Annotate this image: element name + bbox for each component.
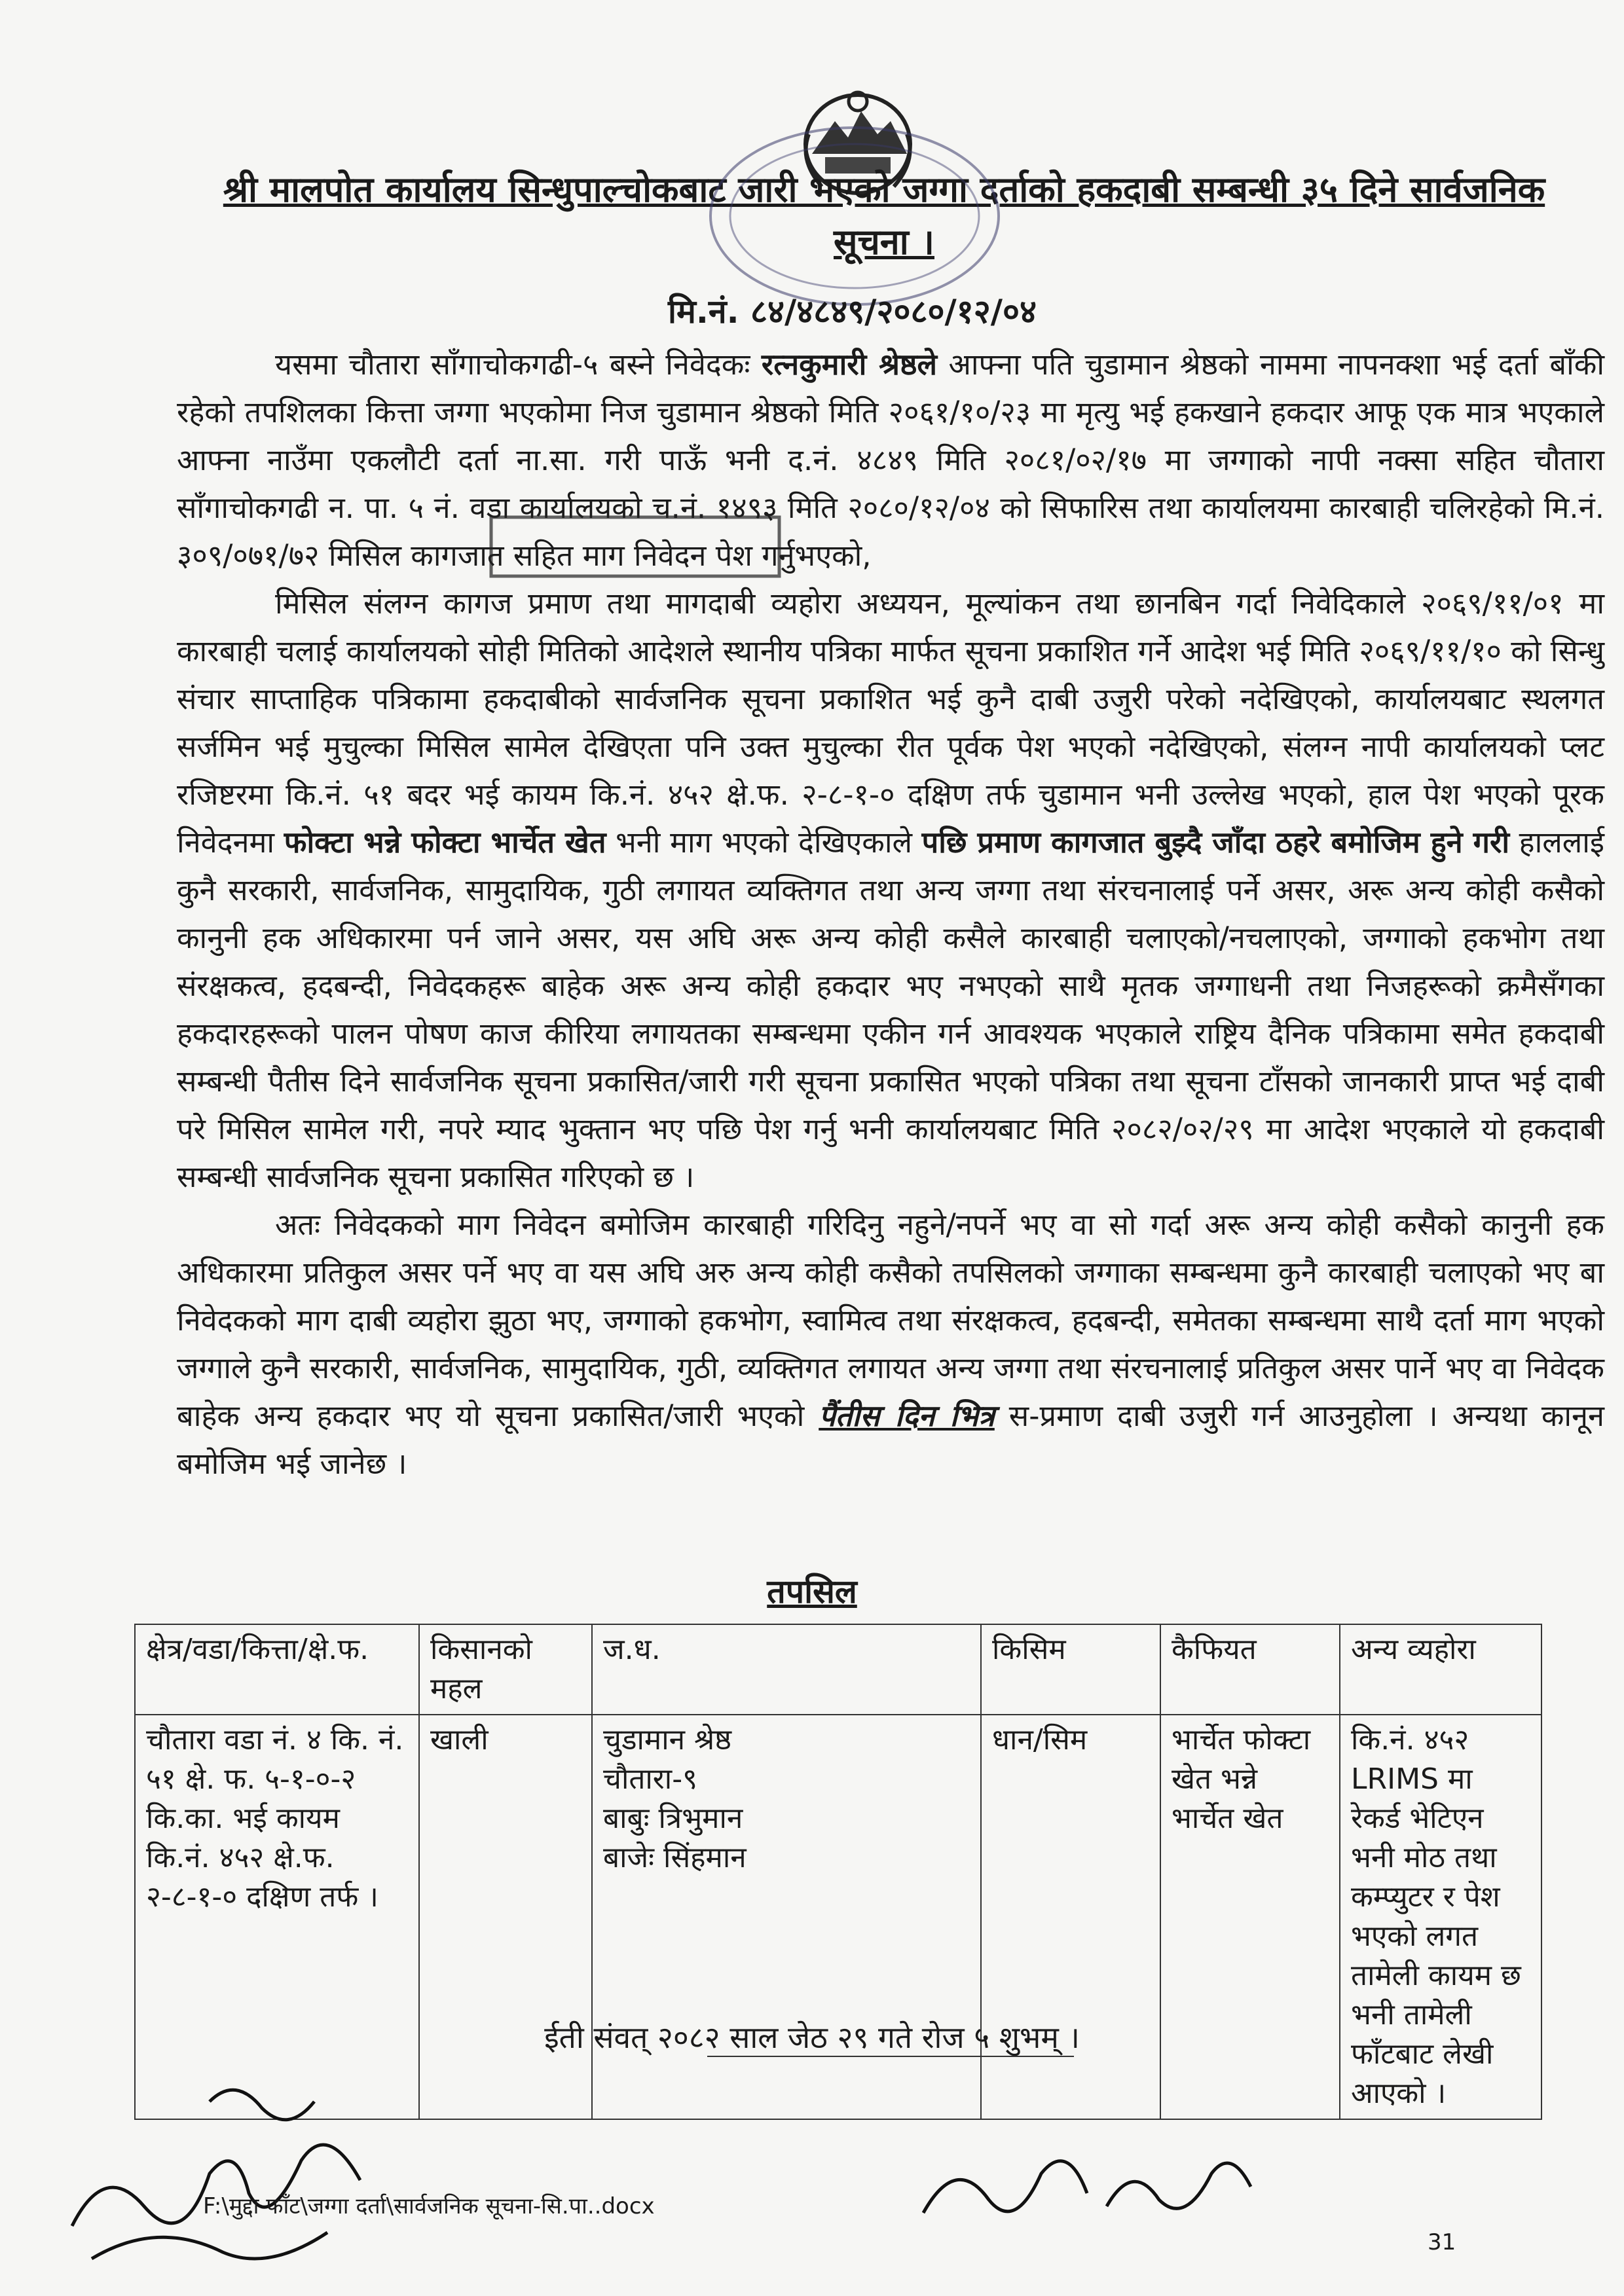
col-header-type: किसिम [981, 1624, 1160, 1715]
cell-other: कि.नं. ४५२ LRIMS मा रेकर्ड भेटिएन भनी मोठ तथा कम्प्युटर र पेश भएको लगत तामेली कायम छ भनी तामेली फाँटबाट लेखी आएको । [1340, 1715, 1541, 2119]
notice-title: श्री मालपोत कार्यालय सिन्धुपाल्चोकबाट जारी भएको जग्गा दर्ताको हकदाबी सम्बन्धी ३५ दिने सार्वजनिक सूचना । [223, 169, 1545, 263]
para1-text-a: यसमा चौतारा साँगाचोकगढी-५ बस्ने निवेदकः [275, 347, 762, 382]
cell-type: धान/सिम [981, 1715, 1160, 2119]
owner-father: बाबुः त्रिभुमान [603, 1802, 743, 1835]
closing-underline [707, 2056, 1074, 2057]
paragraph-1 [177, 340, 1604, 579]
left-signature-icon [52, 2062, 419, 2278]
cell-remarks: भार्चेत फोक्टा खेत भन्ने भार्चेत खेत [1160, 1715, 1340, 2119]
page-number: 31 [1428, 2229, 1456, 2255]
para1-text-b: आफ्ना पति चुडामान श्रेष्ठको नाममा नापनक्शा भई दर्ता बाँकी रहेको तपशिलका कित्ता जग्गा भएकोमा निज चुडामान श्रेष्ठको मिति २०६१/१०/२३ मा मृत्यु भई हकखाने हकदार आफू एक मात्र भएकाले आफ्ना नाउँमा एकलौटी दर्ता ना.सा. गरी पाऊँ भनी द.नं. ४८४९ मिति २०८१/०२/१७ मा जग्गाको नापी नक्सा सहित चौतारा साँगाचोकगढी न. पा. ५ नं. वडा कार्यालयको च.नं. १४९३ मिति २०८०/१२/०४ को सिफारिस तथा कार्यालयमा कारबाही चलिरहेको मि.नं. ३०९/०७१/७२ मिसिल कागजात सहित माग निवेदन पेश गर्नुभएको, [177, 347, 1604, 573]
notice-body [177, 340, 1604, 1487]
para2-text-a: मिसिल संलग्न कागज प्रमाण तथा मागदाबी व्यहोरा अध्ययन, मूल्यांकन तथा छानबिन गर्दा निवेदिकाले २०६९/११/०१ मा कारबाही चलाई कार्यालयको सोही मितिको आदेशले स्थानीय पत्रिका मार्फत सूचना प्रकाशित गर्ने आदेश भई मिति २०६९/११/१० को सिन्धु संचार साप्ताहिक पत्रिकामा हकदाबीको सार्वजनिक सूचना प्रकाशित भई कुनै दाबी उजुरी परेको नदेखिएको, कार्यालयबाट स्थलगत सर्जमिन भई मुचुल्का मिसिल सामेल देखिएता पनि उक्त मुचुल्का रीत पूर्वक पेश भएको नदेखिएको, संलग्न नापी कार्यालयको प्लट रजिष्टरमा कि.नं. ५१ बदर भई कायम कि.नं. ४५२ क्षे.फ. २-८-१-० दक्षिण तर्फ चुडामान भनी उल्लेख भएको, हाल पेश भएको पूरक निवेदनमा [177, 586, 1605, 860]
paragraph-3 [177, 1201, 1604, 1487]
applicant-name: रत्नकुमारी श्रेष्ठले [761, 347, 938, 382]
officer-rect-stamp [485, 511, 786, 583]
land-name-bold: फोक्टा भन्ने फोक्टा भार्चेत खेत [284, 825, 606, 860]
para3-text-a: अतः निवेदकको माग निवेदन बमोजिम कारबाही गरिदिनु नहुने/नपर्ने भए वा सो गर्दा अरू अन्य कोही कसैको कानुनी हक अधिकारमा प्रतिकुल असर पर्ने भए वा यस अघि अरु अन्य कोही कसैको तपसिलको जग्गाका सम्बन्धमा कुनै कारबाही चलाएको भए बा निवेदकको माग दाबी व्यहोरा झुठा भए, जग्गाको हकभोग, स्वामित्व तथा संरक्षकत्व, हदबन्दी, समेतका सम्बन्धमा साथै दर्ता माग भएको जग्गाले कुनै सरकारी, सार्वजनिक, सामुदायिक, गुठी, व्यक्तिगत लगायत अन्य जग्गा तथा संरचनालाई प्रतिकुल असर पार्ने भए वा निवेदक बाहेक अन्य हकदार भए यो सूचना प्रकासित/जारी भएको [177, 1207, 1604, 1433]
paragraph-2 [177, 579, 1604, 1201]
para2-text-c: हाललाई कुनै सरकारी, सार्वजनिक, सामुदायिक, गुठी लगायत व्यक्तिगत तथा अन्य जग्गा तथा संरचनालाई पर्ने असर, अरू अन्य कोही कसैको कानुनी हक अधिकारमा पर्न जाने असर, यस अघि अरू अन्य कोही कसैले कारबाही चलाएको/नचलाएको, जग्गाको हकभोग तथा संरक्षकत्व, हदबन्दी, निवेदकहरू बाहेक अरू अन्य कोही हकदार भए नभएको साथै मृतक जग्गाधनी तथा निजहरूको क्रमैसँगका हकदारहरूको पालन पोषण काज कीरिया लगायतका सम्बन्धमा एकीन गर्न आवश्यक भएकाले राष्ट्रिय दैनिक पत्रिकामा समेत हकदाबी सम्बन्धी पैतीस दिने सार्वजनिक सूचना प्रकासित/जारी गरी सूचना प्रकासित भएको पत्रिका तथा सूचना टाँसको जानकारी प्राप्त भई दाबी परे मिसिल सामेल गरी, नपरे म्याद भुक्तान भए पछि पेश गर्नु भनी कार्यालयबाट मिति २०८२/०२/२९ मा आदेश भएकाले यो हकदाबी सम्बन्धी सार्वजनिक सूचना प्रकासित गरिएको छ । [177, 825, 1604, 1194]
col-header-other: अन्य व्यहोरा [1340, 1624, 1541, 1715]
cell-farmer: खाली [419, 1715, 592, 2119]
table-header-row [135, 1624, 1541, 1715]
owner-address: चौतारा-९ [603, 1762, 697, 1796]
col-header-farmer: किसानको महल [419, 1624, 592, 1715]
col-header-owner: ज.ध. [592, 1624, 981, 1715]
deadline-underlined: पैंतीस दिन भित्र [819, 1398, 995, 1433]
cell-area: चौतारा वडा नं. ४ कि. नं. ५१ क्षे. फ. ५-१-०-२ कि.का. भई कायम कि.नं. ४५२ क्षे.फ. २-८-१-० दक्षिण तर्फ । [135, 1715, 419, 2119]
reference-number: मि.नं. ८४/४८४९/२०८०/१२/०४ [668, 293, 1037, 331]
right-signature-icon [910, 2115, 1264, 2246]
condition-bold: पछि प्रमाण कागजात बुझ्दै जाँदा ठहरे बमोजिम हुने गरी [921, 825, 1510, 860]
para3-text-b: स-प्रमाण दाबी उजुरी गर्न आउनुहोला । अन्यथा कानून बमोजिम भई जानेछ । [177, 1398, 1604, 1481]
closing-line: ईती संवत् २०८२ साल जेठ २९ गते रोज ५ शुभम् । [544, 2020, 1080, 2055]
owner-grandfather: बाजेः सिंहमान [603, 1841, 747, 1874]
footer-file-path: F:\मुद्दा फाँट\जग्गा दर्ता\सार्वजनिक सूचना-सि.पा..docx [203, 2193, 655, 2219]
schedule-title: तपसिल [767, 1573, 857, 1611]
table-row [135, 1715, 1541, 2119]
col-header-remarks: कैफियत [1160, 1624, 1340, 1715]
cell-owner [592, 1715, 981, 2119]
owner-name: चुडामान श्रेष्ठ [603, 1723, 732, 1757]
office-round-stamp [701, 118, 1008, 314]
col-header-area: क्षेत्र/वडा/कित्ता/क्षे.फ. [135, 1624, 419, 1715]
para2-text-b: भनी माग भएको देखिएकाले [606, 825, 922, 860]
